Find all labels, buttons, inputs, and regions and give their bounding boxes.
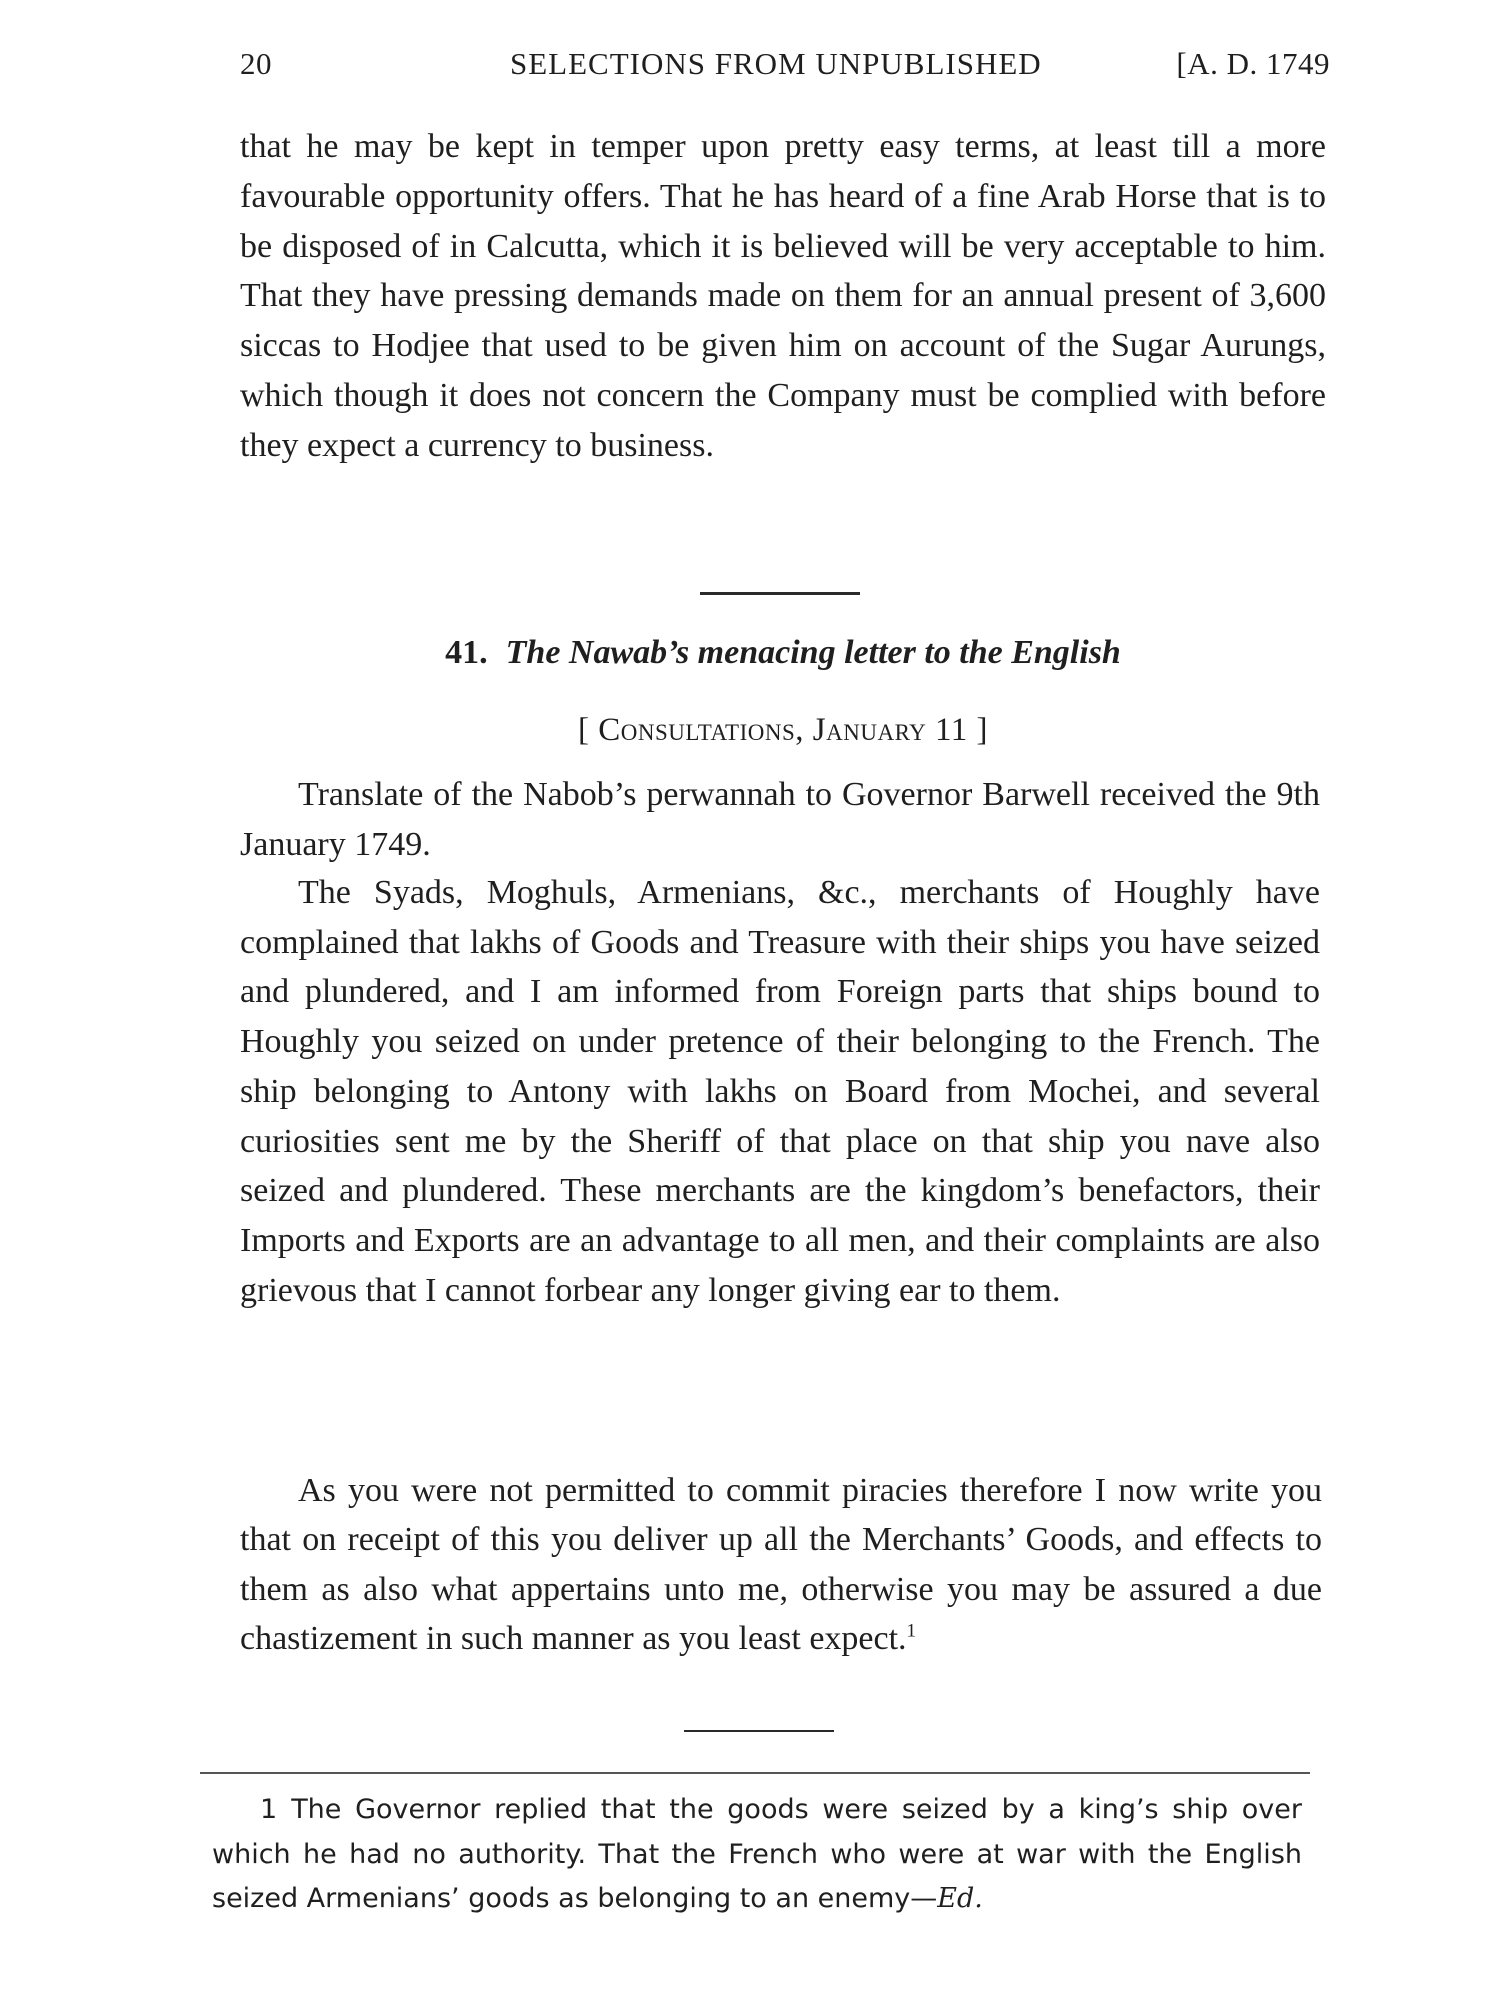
page-number: 20 bbox=[240, 46, 272, 81]
footnote-number: 1 bbox=[260, 1794, 278, 1825]
paragraph-continuation: that he may be kept in temper upon pretty easy terms, at least till a more favourable opportunity offers. That he has heard of a fine Arab Horse that is to be disposed of in Calcutta, which it is believed will be very acceptable to him. That they have pressing demands made on them for an annual present of 3,600 siccas to Hodjee that used to be given him on account of the Sugar Aurungs, which though it does not concern the Company must be complied with before they expect a currency to business. bbox=[240, 128, 1326, 464]
paragraph-translate-intro: Translate of the Nabob’s perwannah to Governor Barwell received the 9th January 1749. bbox=[240, 776, 1320, 863]
section-heading bbox=[240, 634, 1326, 672]
section-title: The Nawab’s menacing letter to the English bbox=[505, 634, 1121, 671]
footnote bbox=[212, 1788, 1302, 1922]
end-divider bbox=[684, 1730, 834, 1732]
header-date: [A. D. 1749 bbox=[1176, 46, 1330, 81]
paragraph-complaint: The Syads, Moghuls, Armenians, &c., merchants of Houghly have complained that lakhs of Goods and Treasure with their ships you have seized and plundered, and I am informed from Foreign parts that ships bound to Houghly you seized on under pretence of their belonging to the French. The ship belonging to Antony with lakhs on Board from Mochei, and several curiosities sent me by the Sheriff of that place on that ship you nave also seized and plundered. These merchants are the kingdom’s benefactors, their Imports and Exports are an advantage to all men, and their complaints are also grievous that I cannot forbear any longer giving ear to them. bbox=[240, 874, 1320, 1309]
paragraph-demand bbox=[240, 1466, 1322, 1664]
footnote-text: The Governor replied that the goods were seized by a king’s ship over which he had no authority. That the French who were at war with the English seized Armenians’ goods as belonging to an enemy— bbox=[212, 1794, 1302, 1914]
footnote-editor: Ed. bbox=[937, 1883, 983, 1914]
footnote-marker: 1 bbox=[906, 1620, 917, 1642]
section-divider bbox=[700, 592, 860, 595]
running-title: SELECTIONS FROM UNPUBLISHED bbox=[510, 46, 1042, 81]
paragraph-demand-text: As you were not permitted to commit piracies therefore I now write you that on receipt of this you deliver up all the Merchants’ Goods, and effects to them as also what appertains unto me, otherwise you may be assured a due chastizement in such manner as you least expect. bbox=[240, 1472, 1322, 1658]
section-number: 41. bbox=[445, 634, 488, 671]
running-head bbox=[240, 46, 1330, 94]
section-source: [ Consultations, January 11 ] bbox=[577, 712, 989, 748]
footnote-rule bbox=[200, 1772, 1310, 1774]
